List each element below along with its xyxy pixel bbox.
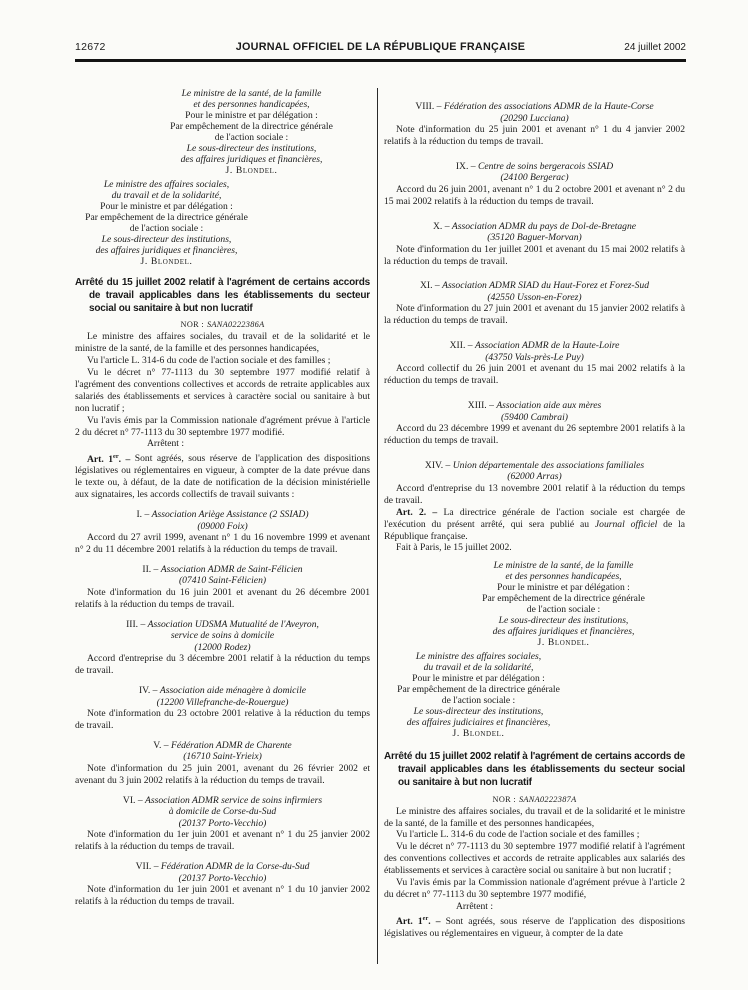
entry-heading-line: (12000 Rodez) [194, 641, 251, 653]
signature-line: J. Blondel. [225, 165, 278, 176]
signature-line: Le ministre des affaires sociales, [415, 651, 542, 663]
entry-heading [384, 101, 685, 124]
entry-heading-line: V. – Fédération ADMR de Charente [153, 739, 292, 751]
signature-line: des affaires juridiques et financières, [180, 154, 323, 165]
entry-heading-line: IV. – Association aide ménagère à domicile [138, 685, 307, 697]
signature-line: Pour le ministre et par délégation : [497, 582, 630, 594]
signature-line: Pour le ministre et par délégation : [100, 201, 233, 212]
signature-line: J. Blondel. [140, 256, 193, 267]
entry-body: Note d'information du 1er juin 2001 et avenant n° 1 du 10 janvier 2002 relatifs à la réduction du temps de travail. [75, 884, 370, 907]
entry-heading-line: à domicile de Corse-du-Sud [168, 806, 277, 818]
signature-line: Par empêchement de la directrice générale [482, 593, 645, 605]
entry-heading-line: (24100 Bergerac) [500, 172, 569, 184]
issue-date: 24 juillet 2002 [624, 42, 686, 53]
entry-heading [75, 685, 370, 708]
entry-heading-line: XIV. – Union départementale des associations familiales [424, 459, 645, 471]
article-1-label: Art. 1er. – [396, 914, 446, 927]
entry-heading-line: (59400 Cambrai) [501, 411, 568, 423]
entry-heading [75, 619, 370, 654]
nor-label: NOR : [180, 320, 204, 330]
entry-heading [384, 340, 685, 363]
arrete2-article-1 [384, 913, 685, 940]
arrete1-paragraph-vu-avis: Vu l'avis émis par la Commission nationale d'agrément prévue à l'article 2 du décret n° 77-1113 du 30 septembre 1977 modifié. [75, 414, 370, 438]
arrete2-nor-line [384, 794, 685, 806]
signature-block-ministre-affaires-sociales [384, 651, 685, 739]
entry-body: Note d'information du 16 juin 2001 et avenant du 26 décembre 2001 relatifs à la réduction du temps de travail. [75, 586, 370, 610]
arrete1-paragraph-vu-decret: Vu le décret n° 77-1113 du 30 septembre 1977 modifié relatif à l'agrément des conventions collectives et accords de retraite applicables aux salariés des établissements et services à caractère social ou sanitaire à but non lucratif ; [75, 367, 370, 414]
page-header [75, 41, 686, 53]
entry-heading-line: II. – Association ADMR de Saint-Félicien [142, 563, 303, 575]
entry-heading-line: VI. – Association ADMR service de soins infirmiers [122, 794, 323, 806]
arrete2-paragraph-ministres: Le ministre des affaires sociales, du travail et de la solidarité et le ministre de la santé, de la famille et des personnes handicapées, [384, 805, 685, 829]
arrete1-paragraph-ministres: Le ministre des affaires sociales, du travail et de la solidarité et le ministre de la santé, de la famille et des personnes handicapées, [75, 331, 370, 355]
entry-body: Accord collectif du 26 juin 2001 et avenant du 15 mai 2002 relatifs à la réduction du temps de travail. [384, 363, 685, 387]
signature-line: Le ministre de la santé, de la famille [181, 88, 322, 99]
left-column [75, 88, 370, 908]
entry-heading-line: XI. – Association ADMR SIAD du Haut-Forez et Forez-Sud [419, 280, 650, 292]
entry-number: XIII. – [467, 400, 494, 412]
entry-number: V. – [153, 739, 169, 751]
signature-line: de l'action sociale : [214, 132, 289, 143]
article-1-text: Sont agréés, sous réserve de l'application des dispositions législatives ou réglementaires en vigueur, à compter de la date prévue dans le texte ou, à défaut, de la date de notification de la décision ministérielle aux signataires, les accords collectifs de travail suivants : [75, 453, 370, 501]
entry-number: XI. – [419, 280, 440, 292]
arrete1-article-1 [75, 450, 370, 501]
column-divider-rule [377, 88, 378, 964]
journal-title: JOURNAL OFFICIEL DE LA RÉPUBLIQUE FRANÇAISE [235, 41, 526, 53]
signature-line: de l'action sociale : [441, 695, 516, 707]
entry-heading-line: (07410 Saint-Félicien) [178, 575, 267, 587]
entry-body: Note d'information du 1er juin 2001 et avenant n° 1 du 25 janvier 2002 relatifs à la réduction du temps de travail. [75, 829, 370, 853]
entry-heading-line: (43750 Vals-près-Le Puy) [485, 351, 584, 363]
entry-number: I. – [136, 509, 150, 521]
signature-block-ministre-affaires-sociales [75, 179, 370, 267]
entry-heading [75, 795, 370, 830]
arrete1-nor-line [75, 319, 370, 331]
entry-heading-line: I. – Association Ariège Assistance (2 SSIAD) [136, 509, 309, 521]
entry-heading [75, 509, 370, 532]
entry-heading-line: X. – Association ADMR du pays de Dol-de-Bretagne [432, 220, 637, 232]
entry-body: Accord du 27 avril 1999, avenant n° 1 du 16 novembre 1999 et avenant n° 2 du 11 décembre 2001 relatifs à la réduction du temps de travail. [75, 532, 370, 556]
page-number: 12672 [75, 41, 106, 53]
signature-line: Le sous-directeur des institutions, [186, 143, 317, 154]
signature-line: Le ministre de la santé, de la famille [493, 560, 634, 572]
entry-heading [75, 861, 370, 884]
entry-number: VII. – [135, 861, 159, 873]
signature-line: des affaires judiciaires et financières, [406, 717, 551, 729]
signature-line: Le sous-directeur des institutions, [101, 234, 232, 245]
entry-heading-line: (16710 Saint-Yrieix) [183, 751, 262, 763]
entry-number: III. – [126, 618, 146, 630]
signature-line: J. Blondel. [452, 728, 505, 740]
entry-number: VIII. – [415, 101, 442, 112]
signature-line: Pour le ministre et par délégation : [185, 110, 318, 121]
entry-body: Note d'information du 23 octobre 2001 relative à la réduction du temps de travail. [75, 708, 370, 732]
entry-heading-line: III. – Association UDSMA Mutualité de l'Aveyron, [126, 618, 319, 630]
entry-number: II. – [142, 563, 159, 575]
signature-line: du travail et de la solidarité, [111, 190, 222, 201]
right-column [384, 88, 685, 940]
entry-heading [384, 460, 685, 483]
arrete1-title: Arrêté du 15 juillet 2002 relatif à l'agrément de certains accords de travail applicables dans les établissements du secteur social ou sanitaire à but non lucratif [75, 277, 370, 314]
entry-number: XIV. – [424, 459, 451, 471]
entry-heading [75, 740, 370, 763]
entries-I-to-VII [75, 509, 370, 908]
fait-a-paris-line: Fait à Paris, le 15 juillet 2002. [396, 542, 512, 554]
arrete1-arretent: Arrêtent : [147, 438, 185, 450]
entry-heading-line: VII. – Fédération ADMR de la Corse-du-Sud [135, 861, 310, 873]
entry-heading-line: XIII. – Association aide aux mères [467, 400, 602, 412]
entry-heading-line: XII. – Association ADMR de la Haute-Loire [449, 340, 620, 352]
header-rule [75, 59, 686, 62]
entry-number: XII. – [449, 340, 473, 352]
entry-heading [384, 221, 685, 244]
arrete2-title: Arrêté du 15 juillet 2002 relatif à l'agrément de certains accords de travail applicables dans les établissements du secteur social ou sanitaire à but non lucratif [384, 751, 685, 788]
entry-heading-line: (12200 Villefranche-de-Rouergue) [156, 696, 289, 708]
nor-value: SANA0222386A [206, 320, 265, 330]
entry-heading-line: (20137 Porto-Vecchio) [178, 817, 267, 829]
entry-heading [384, 280, 685, 303]
article-1-text: Sont agréés, sous réserve de l'application des dispositions législatives ou réglementaires en vigueur, à compter de la date [384, 915, 685, 939]
arrete1-article-2: Art. 2. – La directrice générale de l'action sociale est chargée de l'exécution du présent arrêté, qui sera publié au Journal officiel de la République française. [384, 506, 685, 542]
article-2-label: Art. 2. – [396, 506, 444, 518]
signature-line: de l'action sociale : [129, 223, 204, 234]
signature-block-ministre-sante [384, 560, 685, 648]
entry-number: IX. – [455, 160, 476, 172]
entry-body: Note d'information du 27 juin 2001 et avenant du 15 janvier 2002 relatifs à la réduction du temps de travail. [384, 303, 685, 327]
signature-line: J. Blondel. [537, 637, 590, 649]
entry-heading [75, 564, 370, 587]
entry-number: X. – [432, 220, 450, 232]
signature-line: Le sous-directeur des institutions, [413, 706, 544, 718]
journal-officiel-italic: Journal officiel [594, 518, 658, 530]
entry-heading-line: (62000 Arras) [507, 471, 562, 483]
entry-body: Note d'information du 25 juin 2001 et avenant n° 1 du 4 janvier 2002 relatifs à la réduction du temps de travail. [384, 124, 685, 147]
entry-body: Accord d'entreprise du 3 décembre 2001 relatif à la réduction du temps de travail. [75, 653, 370, 677]
arrete2-paragraph-vu-avis: Vu l'avis émis par la Commission nationale d'agrément prévue à l'article 2 du décret n° 77-1113 du 30 septembre 1977 modifié, [384, 877, 685, 900]
entry-heading [384, 161, 685, 184]
signature-line: Pour le ministre et par délégation : [412, 673, 545, 685]
arrete1-paragraph-vu-article: Vu l'article L. 314-6 du code de l'action sociale et des familles ; [87, 355, 331, 367]
arrete2-arretent: Arrêtent : [456, 900, 494, 912]
arrete2-paragraph-vu-article: Vu l'article L. 314-6 du code de l'action sociale et des familles ; [396, 829, 640, 841]
entry-heading-line: IX. – Centre de soins bergeracois SSIAD [455, 160, 614, 172]
signature-line: du travail et de la solidarité, [423, 662, 534, 674]
entry-heading-line: (42550 Usson-en-Forez) [487, 291, 582, 303]
signature-line: Le sous-directeur des institutions, [498, 615, 629, 627]
entry-heading-line: (35120 Baguer-Morvan) [487, 232, 582, 244]
signature-line: des affaires juridiques et financières, [492, 626, 635, 638]
signature-line: Par empêchement de la directrice générale [85, 212, 248, 223]
entries-VIII-to-XIV [384, 101, 685, 507]
entry-heading [384, 400, 685, 423]
entry-body: Accord d'entreprise du 13 novembre 2001 relatif à la réduction du temps de travail. [384, 482, 685, 506]
entry-number: VI. – [122, 794, 143, 806]
signature-block-ministre-sante [75, 88, 370, 176]
entry-body: Accord du 23 décembre 1999 et avenant du 26 septembre 2001 relatifs à la réduction du temps de travail. [384, 423, 685, 446]
entry-body: Accord du 26 juin 2001, avenant n° 1 du 2 octobre 2001 et avenant n° 2 du 15 mai 2002 relatifs à la réduction du temps de travail. [384, 183, 685, 207]
entry-heading-line: (09000 Foix) [197, 520, 248, 532]
signature-line: et des personnes handicapées, [193, 99, 310, 110]
entry-number: IV. – [138, 685, 158, 697]
article-1-label: Art. 1er. – [87, 452, 135, 465]
signature-line: et des personnes handicapées, [505, 571, 622, 583]
entry-heading-line: (20137 Porto-Vecchio) [178, 872, 267, 884]
signature-line: Par empêchement de la directrice générale [170, 121, 333, 132]
entry-heading-line: (20290 Lucciana) [500, 112, 569, 124]
entry-body: Note d'information du 25 juin 2001, avenant du 26 février 2002 et avenant du 3 juin 2002 relatifs à la réduction du temps de travail. [75, 762, 370, 786]
nor-label: NOR : [492, 794, 516, 804]
signature-line: de l'action sociale : [526, 604, 601, 616]
entry-heading-line: VIII. – Fédération des associations ADMR de la Haute-Corse [415, 101, 654, 112]
entry-body: Note d'information du 1er juillet 2001 et avenant du 15 mai 2002 relatifs à la réduction du temps de travail. [384, 243, 685, 267]
signature-line: des affaires juridiques et financières, [95, 245, 238, 256]
signature-line: Par empêchement de la directrice générale [397, 684, 560, 696]
signature-line: Le ministre des affaires sociales, [103, 179, 230, 190]
nor-value: SANA0222387A [518, 794, 577, 804]
entry-heading-line: service de soins à domicile [170, 630, 275, 642]
arrete2-paragraph-vu-decret: Vu le décret n° 77-1113 du 30 septembre 1977 modifié relatif à l'agrément des conventions collectives et accords de retraite applicables aux salariés des établissements et services à caractère social ou sanitaire à but non lucratif ; [384, 841, 685, 877]
